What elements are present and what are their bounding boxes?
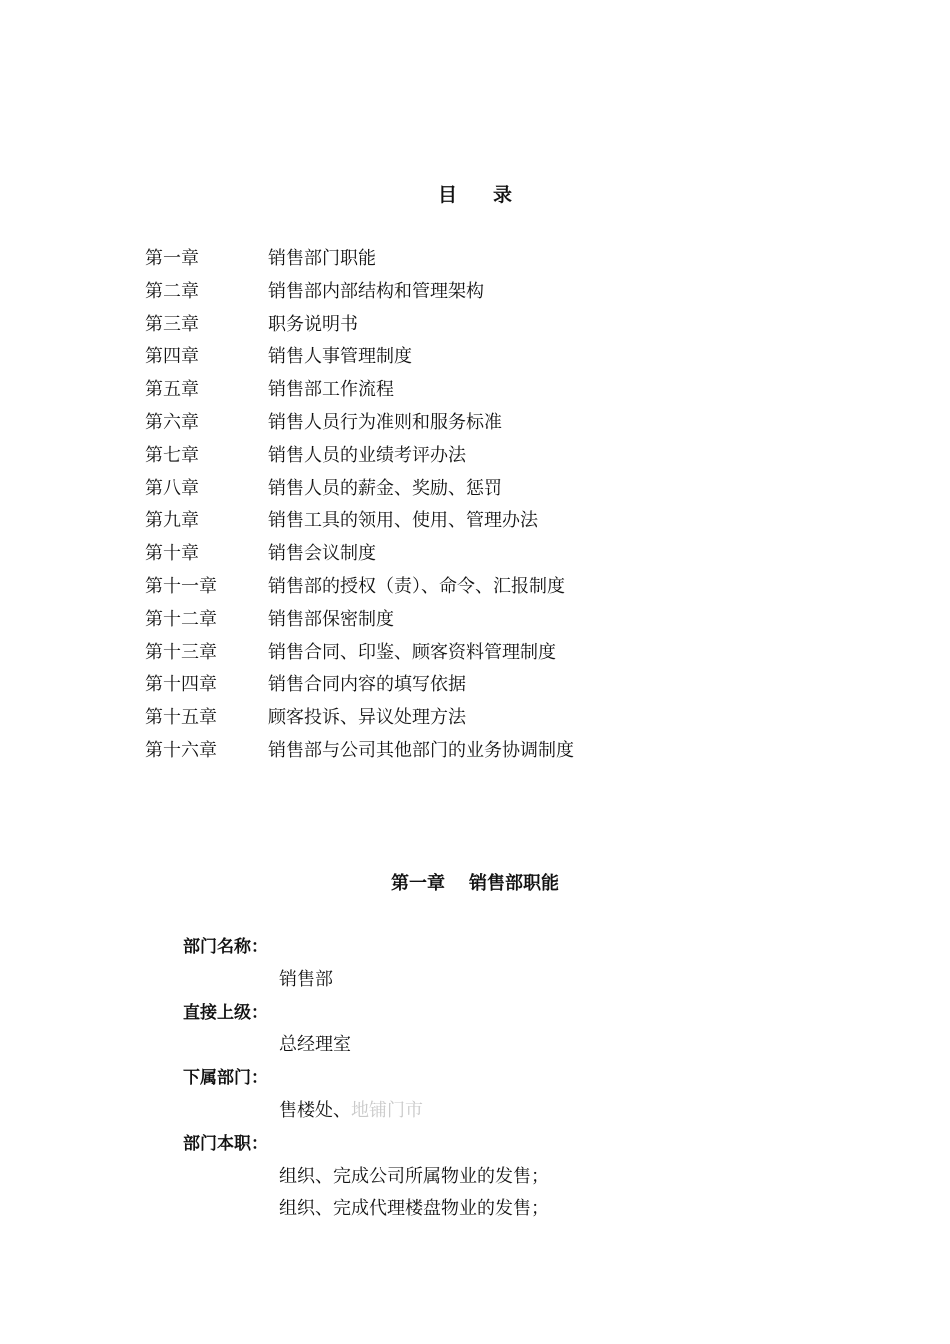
toc-chapter-number: 第六章 [145,411,199,433]
toc-chapter-number: 第五章 [145,379,199,401]
toc-chapter-title: 职务说明书 [268,313,358,335]
toc-title-part2: 录 [493,184,513,206]
subordinate-value [183,1095,783,1128]
toc-chapter-title: 顾客投诉、异议处理方法 [268,707,466,729]
toc-chapter-title: 销售工具的领用、使用、管理办法 [268,510,538,532]
toc-chapter-title: 销售会议制度 [268,543,376,565]
toc-item [145,669,785,702]
toc-chapter-number: 第二章 [145,280,199,302]
toc-chapter-number: 第十一章 [145,575,217,597]
toc-item [145,243,785,276]
toc-chapter-title: 销售部的授权（责）、命令、汇报制度 [268,575,565,597]
toc-chapter-title: 销售人员的薪金、奖励、惩罚 [268,477,502,499]
chapter-name: 销售部职能 [469,873,559,894]
toc-chapter-title: 销售部内部结构和管理架构 [268,280,484,302]
dept-name-value: 销售部 [279,968,333,990]
superior-value: 总经理室 [279,1034,351,1056]
toc-item [145,538,785,571]
toc-chapter-number: 第十二章 [145,608,217,630]
toc-chapter-number: 第八章 [145,477,199,499]
toc-title [0,180,950,207]
toc-chapter-number: 第九章 [145,510,199,532]
dept-name-label: 部门名称： [183,937,268,957]
toc-item [145,407,785,440]
subordinate-label: 下属部门： [183,1068,268,1089]
toc-chapter-number: 第三章 [145,313,199,335]
toc-chapter-title: 销售人员的业绩考评办法 [268,444,466,466]
chapter-number: 第一章 [391,873,445,894]
subordinate-main: 售楼处、 [279,1099,351,1121]
toc-chapter-title: 销售部门职能 [268,248,376,269]
toc-chapter-number: 第七章 [145,444,199,466]
toc-chapter-title: 销售人事管理制度 [268,346,412,368]
toc-item [145,276,785,309]
toc-item [145,374,785,407]
toc-chapter-title: 销售部保密制度 [268,608,394,630]
toc-chapter-number: 第十三章 [145,641,217,663]
duty-label: 部门本职： [183,1133,268,1154]
toc-item [145,637,785,670]
superior-label: 直接上级： [183,1002,268,1023]
toc-chapter-number: 第一章 [145,248,199,269]
toc-chapter-number: 第十五章 [145,707,217,729]
toc-item [145,604,785,637]
toc-chapter-title: 销售合同、印鉴、顾客资料管理制度 [268,641,556,663]
toc-item [145,505,785,538]
toc-chapter-number: 第十章 [145,543,199,565]
toc-item [145,473,785,506]
toc-item [145,735,785,768]
toc-item [145,702,785,735]
chapter-heading [0,869,950,895]
toc-title-part1: 目 [437,184,457,206]
toc-chapter-number: 第四章 [145,346,199,368]
toc-list [145,243,785,768]
toc-chapter-number: 第十六章 [145,739,217,761]
toc-chapter-title: 销售部工作流程 [268,379,394,401]
duty-item: 组织、完成公司所属物业的发售； [279,1165,549,1187]
toc-chapter-number: 第十四章 [145,674,217,696]
toc-chapter-title: 销售部与公司其他部门的业务协调制度 [268,739,574,761]
toc-item [145,309,785,342]
toc-item [145,571,785,604]
toc-item [145,341,785,374]
toc-chapter-title: 销售合同内容的填写依据 [268,674,466,696]
toc-item [145,440,785,473]
subordinate-faded: 地铺门市 [351,1099,423,1121]
chapter-body [183,931,783,1226]
toc-chapter-title: 销售人员行为准则和服务标准 [268,411,502,433]
duty-item: 组织、完成代理楼盘物业的发售； [279,1198,549,1220]
